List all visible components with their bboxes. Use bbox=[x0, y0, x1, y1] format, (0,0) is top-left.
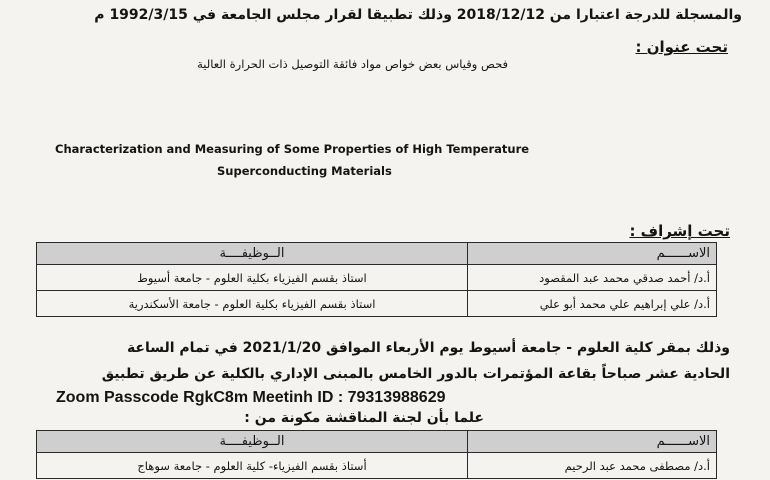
arabic-thesis-title: فحص وقياس بعض خواص مواد فائقة التوصيل ذات الحرارة العالية bbox=[197, 57, 508, 71]
table-row bbox=[37, 265, 717, 291]
english-thesis-title-line2: Superconducting Materials bbox=[217, 164, 392, 178]
zoom-meeting-info: Zoom Passcode RgkC8m Meetinh ID : 79313988629 bbox=[56, 389, 446, 406]
english-thesis-title-line1: Characterization and Measuring of Some Properties of High Temperature bbox=[55, 142, 530, 156]
meeting-line1: وذلك بمقر كلية العلوم - جامعة أسيوط يوم الأربعاء الموافق 2021/1/20 في تمام الساعة bbox=[126, 340, 730, 356]
meeting-line2: الحادية عشر صباحاً بقاعة المؤتمرات بالدور الخامس بالمبنى الإداري بالكلية عن طريق تطبيق bbox=[101, 366, 730, 382]
supervisors-table bbox=[36, 242, 717, 317]
column-header-job: الــوظيفــــة bbox=[37, 431, 468, 453]
intro-line: والمسجلة للدرجة اعتبارا من 2018/12/12 وذلك تطبيقا لقرار مجلس الجامعة في 1992/3/15 م bbox=[94, 7, 742, 23]
column-header-job: الــوظيفــــة bbox=[37, 243, 468, 265]
committee-table-header bbox=[37, 431, 717, 453]
supervision-heading: تحت إشراف : bbox=[629, 222, 730, 240]
supervisor-job: استاذ بقسم الفيزياء بكلية العلوم - جامعة الأسكندرية bbox=[37, 291, 468, 317]
committee-member-job: أستاذ بقسم الفيزياء- كلية العلوم - جامعة سوهاج bbox=[37, 453, 468, 479]
supervisors-table-header bbox=[37, 243, 717, 265]
supervisor-name: أ.د/ أحمد صدقي محمد عبد المقصود bbox=[468, 265, 717, 291]
column-header-name: الاســــــم bbox=[468, 431, 717, 453]
committee-member-name: أ.د/ مصطفى محمد عبد الرحيم bbox=[468, 453, 717, 479]
supervisor-job: استاذ بقسم الفيزياء بكلية العلوم - جامعة أسيوط bbox=[37, 265, 468, 291]
supervisor-name: أ.د/ علي إبراهيم علي محمد أبو علي bbox=[468, 291, 717, 317]
committee-heading: علما بأن لجنة المناقشة مكونة من : bbox=[244, 410, 484, 426]
committee-table bbox=[36, 430, 717, 479]
column-header-name: الاســــــم bbox=[468, 243, 717, 265]
title-heading: تحت عنوان : bbox=[635, 38, 728, 56]
table-row bbox=[37, 291, 717, 317]
table-row bbox=[37, 453, 717, 479]
